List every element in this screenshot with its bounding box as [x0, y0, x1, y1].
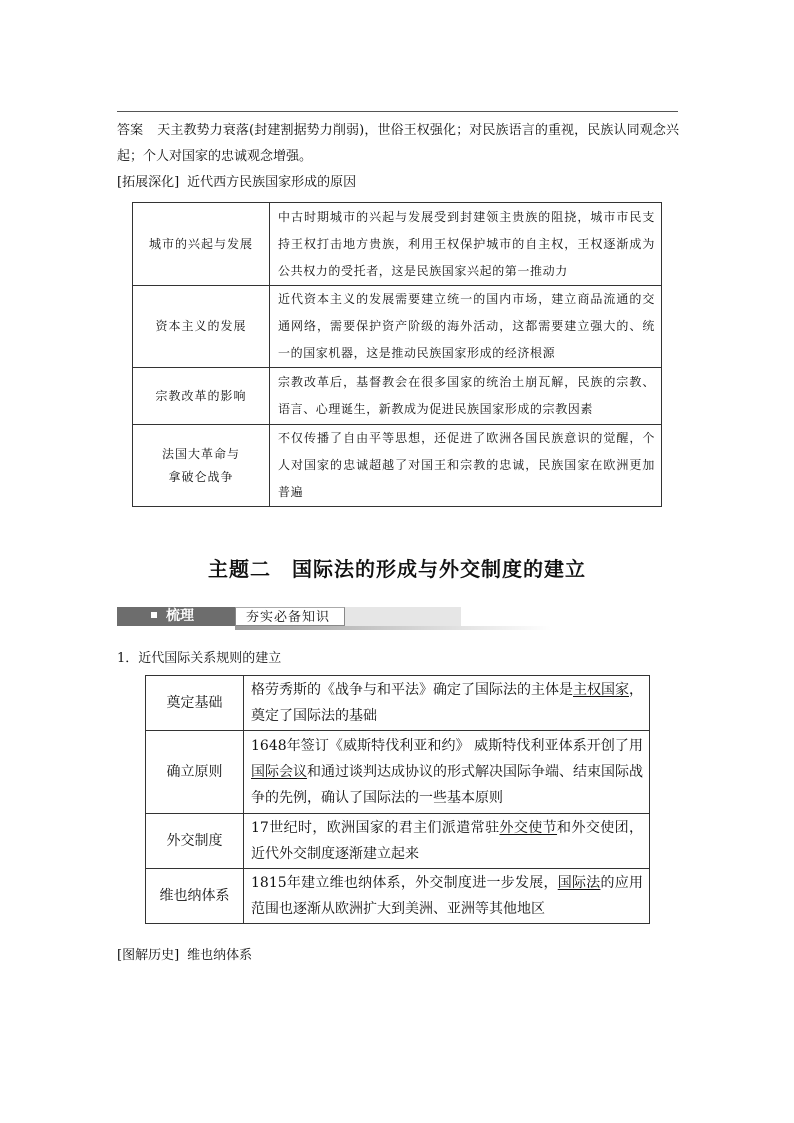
section-banner — [117, 605, 433, 631]
table-value — [244, 731, 650, 814]
expand-tag: [拓展深化] — [117, 175, 180, 190]
banner-main-label: 梳理 — [166, 608, 194, 624]
table-key: 奠定基础 — [146, 676, 244, 731]
banner-sub-label: 夯实必备知识 — [235, 607, 345, 626]
theme-title: 主题二 国际法的形成与外交制度的建立 — [208, 557, 586, 581]
tujie-heading — [117, 945, 252, 967]
table-row — [133, 425, 662, 507]
tujie-tag: [图解历史] — [117, 948, 180, 963]
table-key: 外交制度 — [146, 814, 244, 869]
table-row — [146, 676, 650, 731]
table-row — [133, 203, 662, 286]
table-key: 宗教改革的影响 — [133, 368, 270, 425]
banner-main — [117, 607, 235, 626]
top-rule — [117, 111, 678, 112]
table-row — [146, 731, 650, 814]
value-text: 和外交使团，近代外交制度逐渐建立起来 — [251, 820, 644, 862]
table-value: 不仅传播了自由平等思想，还促进了欧洲各国民族意识的觉醒，个人对国家的忠诚超越了对国王和宗教的忠诚，民族国家在欧洲更加普遍 — [270, 425, 662, 507]
table-row — [133, 368, 662, 425]
square-icon — [151, 612, 157, 618]
banner-sub-bar — [235, 607, 461, 626]
value-text: 1648年签订《威斯特伐利亚和约》 威斯特伐利亚体系开创了用 — [251, 738, 643, 754]
table-value: 中古时期城市的兴起与发展受到封建领主贵族的阻挠，城市市民支持王权打击地方贵族，利用王权保护城市的自主权，王权逐渐成为公共权力的受托者，这是民族国家兴起的第一推动力 — [270, 203, 662, 286]
value-text: 17世纪时，欧洲国家的君主们派遣常驻 — [251, 820, 500, 836]
table-key: 资本主义的发展 — [133, 286, 270, 368]
underlined-term: 主权国家 — [573, 682, 629, 698]
underlined-term: 国际法 — [557, 875, 601, 891]
rules-table — [145, 675, 650, 924]
value-text: 的应用范围也逐渐从欧洲扩大到美洲、亚洲等其他地区 — [251, 875, 643, 917]
table-key-line: 法国大革命与 — [161, 446, 240, 461]
table-value — [244, 676, 650, 731]
underlined-term: 外交使节 — [499, 820, 558, 836]
section1-title: 1．近代国际关系规则的建立 — [117, 651, 282, 666]
value-text: 1815年建立维也纳体系，外交制度进一步发展， — [251, 875, 558, 891]
banner-underline — [235, 626, 551, 630]
expand-title: 近代西方民族国家形成的原因 — [187, 175, 357, 190]
answer-paragraph — [117, 118, 679, 170]
answer-text: 天主教势力衰落(封建割据势力削弱)，世俗王权强化；对民族语言的重视，民族认同观念兴起；个人对国家的忠诚观念增强。 — [117, 123, 679, 164]
tujie-title: 维也纳体系 — [187, 948, 253, 963]
value-text: 格劳秀斯的《战争与和平法》确定了国际法的主体是 — [251, 682, 573, 698]
table-value — [244, 869, 650, 924]
value-text: ，奠定了国际法的基础 — [251, 682, 643, 724]
expand-heading — [117, 172, 356, 194]
table-key: 城市的兴起与发展 — [133, 203, 270, 286]
table-key-line: 拿破仑战争 — [168, 469, 234, 484]
expand-table — [132, 202, 662, 507]
table-row — [146, 814, 650, 869]
table-value: 宗教改革后，基督教会在很多国家的统治土崩瓦解，民族的宗教、语言、心理诞生，新教成为促进民族国家形成的宗教因素 — [270, 368, 662, 425]
table-key: 确立原则 — [146, 731, 244, 814]
table-key — [133, 425, 270, 507]
value-text: 和通过谈判达成协议的形式解决国际争端、结束国际战争的先例，确认了国际法的一些基本原则 — [251, 764, 643, 806]
table-row — [146, 869, 650, 924]
underlined-term: 国际会议 — [251, 764, 307, 780]
table-row — [133, 286, 662, 368]
table-value: 近代资本主义的发展需要建立统一的国内市场，建立商品流通的交通网络，需要保护资产阶级的海外活动，这都需要建立强大的、统一的国家机器，这是推动民族国家形成的经济根源 — [270, 286, 662, 368]
table-value — [244, 814, 650, 869]
answer-label: 答案 — [117, 123, 144, 138]
table-key: 维也纳体系 — [146, 869, 244, 924]
